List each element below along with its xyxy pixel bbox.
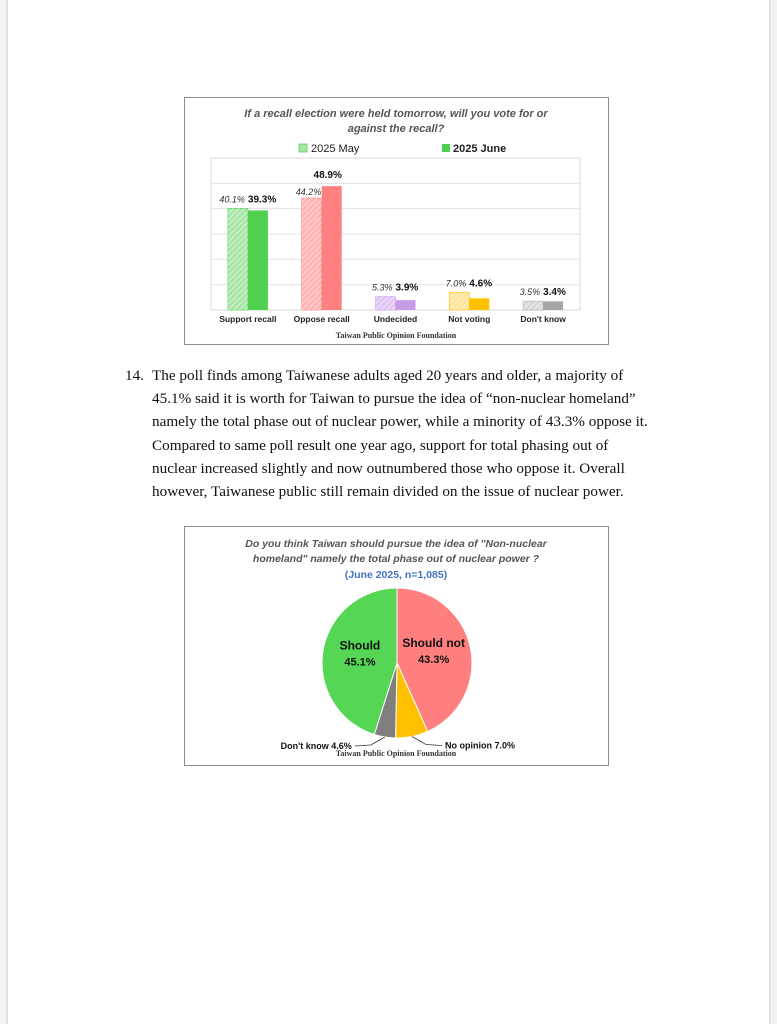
legend-swatch-june [442,144,450,152]
bar-may-hatch-2 [376,297,396,310]
paragraph-line: namely the total phase out of nuclear power, while a minority of 43.3% oppose it. [152,413,648,431]
pie-should-value: 45.1% [344,656,376,669]
pie-marks [281,588,515,751]
nuclear-pie-chart-svg [185,527,608,765]
bar-label-june-1: 48.9% [313,170,342,182]
bar-label-may-2: 5.3% [371,282,393,293]
pie-should-not-value: 43.3% [418,654,450,667]
paragraph-number: 14. [125,367,144,384]
bar-june-3 [469,298,489,310]
pie-chart-title-line2: homeland" namely the total phase out of nuclear power ? [252,553,540,565]
pie-leader-no-opinion [412,736,442,745]
paragraph-14 [125,364,685,503]
legend-label-may: 2025 May [311,143,360,155]
legend-label-june: 2025 June [453,143,507,155]
pie-leader-dont-know [355,737,385,746]
paragraph-line: nuclear increased slightly and now outnumbered those who oppose it. Overall [152,459,625,477]
bar-may-hatch-1 [302,198,322,310]
bar-chart-title-line2: against the recall? [347,123,445,135]
bar-chart-title-line1: If a recall election were held tomorrow, will you vote for or [244,108,548,120]
bar-june-1 [322,186,342,310]
paragraph-line: The poll finds among Taiwanese adults aged 20 years and older, a majority of [152,367,624,384]
bar-category-label-3: Not voting [448,314,491,324]
recall-bar-chart [184,97,609,345]
paragraph-line: Compared to same poll result one year ago, support for total phasing out of [152,436,609,454]
bar-label-june-3: 4.6% [469,278,493,290]
bar-label-may-0: 40.1% [219,194,245,205]
legend-swatch-may [299,144,307,152]
bar-june-0 [248,210,268,310]
paragraph-line: however, Taiwanese public still remain divided on the issue of nuclear power. [152,483,624,501]
bar-may-hatch-3 [449,292,469,310]
bar-label-may-4: 3.5% [519,287,541,298]
pie-dont-know-label: Don't know 4.6% [280,741,352,752]
pie-chart-source: Taiwan Public Opinion Foundation [335,749,457,758]
bar-label-may-3: 7.0% [445,278,467,289]
nuclear-pie-chart [184,526,609,766]
paragraph-line: 45.1% said it is worth for Taiwan to pursue the idea of “non-nuclear homeland” [152,390,636,408]
bar-category-label-4: Don't know [520,314,566,324]
bar-label-june-2: 3.9% [395,282,419,294]
pie-no-opinion-label: No opinion 7.0% [444,740,515,751]
bar-may-hatch-4 [523,301,543,310]
bar-may-hatch-0 [228,208,248,310]
pie-should-not-label: Should not [402,636,466,651]
bar-label-june-0: 39.3% [247,194,277,206]
bar-june-4 [543,301,563,310]
paragraph-body [152,364,685,503]
bar-label-june-4: 3.4% [543,287,566,299]
pie-chart-subtitle: (June 2025, n=1,085) [344,569,448,581]
bar-june-2 [396,300,416,310]
bar-chart-source: Taiwan Public Opinion Foundation [335,331,457,340]
bar-category-label-1: Oppose recall [293,314,350,324]
document-page [8,0,769,1024]
pie-should-label: Should [339,638,381,653]
recall-bar-chart-svg [185,98,608,344]
bar-category-label-0: Support recall [219,314,277,324]
pie-chart-title-line1: Do you think Taiwan should pursue the idea of "Non-nuclear [245,538,547,550]
bar-label-may-1: 44.2% [295,187,322,198]
bar-category-label-2: Undecided [373,314,418,324]
